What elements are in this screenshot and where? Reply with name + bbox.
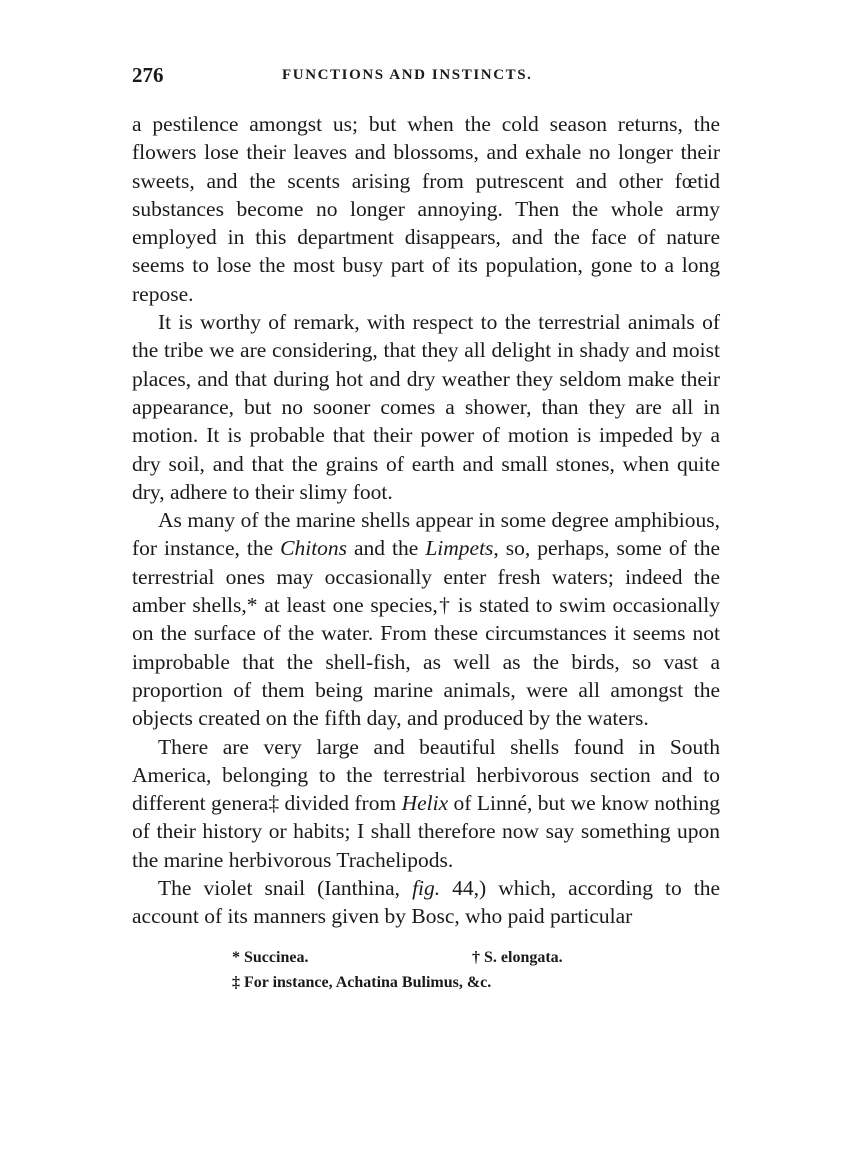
text-run: of Linné, but we know nothing of their history or habits; I shall therefore now say something upon the marine herbivorous Trachelipods. — [132, 791, 720, 872]
text-run: There are very large and beautiful shells found in South America, belonging to the terrestrial herbivorous section and to different genera‡ divided from — [132, 734, 720, 816]
footnote-row — [132, 945, 720, 970]
italic-term: Chitons — [280, 536, 348, 561]
text-run: a pestilence amongst us; but when the cold season returns, the flowers lose their leaves and blossoms, and exhale no longer their sweets, and the scents arising from putrescent and other fœtid substances become no longer annoying. Then the whole army employed in this department disappears, and the face of nature seems to lose the most busy part of its population, gone to a long repose. — [132, 112, 720, 306]
footnote-dagger: † S. elongata. — [472, 948, 563, 966]
footnote-row — [132, 970, 720, 995]
footnotes — [132, 945, 720, 995]
footnote-star: * Succinea. — [232, 948, 309, 966]
paragraph — [132, 733, 720, 874]
text-run: As many of the marine shells appear in some degree amphibious, for instance, the — [132, 508, 720, 561]
page-number: 276 — [132, 63, 164, 87]
text-run: It is worthy of remark, with respect to the terrestrial animals of the tribe we are considering, that they all delight in shady and moist places, and that during hot and dry weather they seldom make their appearance, but no sooner comes a shower, than they are all in motion. It is probable that their power of motion is impeded by a dry soil, and that the grains of earth and small stones, when quite dry, adhere to their slimy foot. — [132, 310, 720, 504]
text-run: , so, perhaps, some of the terrestrial ones may occasionally enter fresh waters; indeed the amber shells,* at least one species,† is stated to swim occasionally on the surface of the water. From these circumstances it seems not improbable that the shell-fish, as well as the birds, so vast a proportion of them being marine animals, were all amongst the objects created on the fifth day, and produced by the waters. — [132, 536, 721, 731]
paragraph — [132, 110, 720, 308]
body-text — [132, 110, 720, 931]
italic-term: fig. — [412, 876, 441, 901]
paragraph — [132, 308, 720, 506]
text-run: The violet snail (Ianthina, — [158, 876, 413, 901]
footnote-double-dagger: ‡ For instance, Achatina Bulimus, &c. — [232, 973, 492, 991]
italic-term: Limpets — [425, 536, 494, 561]
book-page — [132, 60, 720, 995]
text-run: and the — [347, 536, 426, 561]
text-run: 44,) which, according to the account of its manners given by Bosc, who paid particular — [132, 876, 720, 929]
running-title: FUNCTIONS AND INSTINCTS. — [282, 67, 533, 83]
paragraph — [132, 874, 720, 931]
paragraph — [132, 506, 720, 732]
running-head — [132, 60, 720, 90]
italic-term: Helix — [401, 791, 449, 816]
